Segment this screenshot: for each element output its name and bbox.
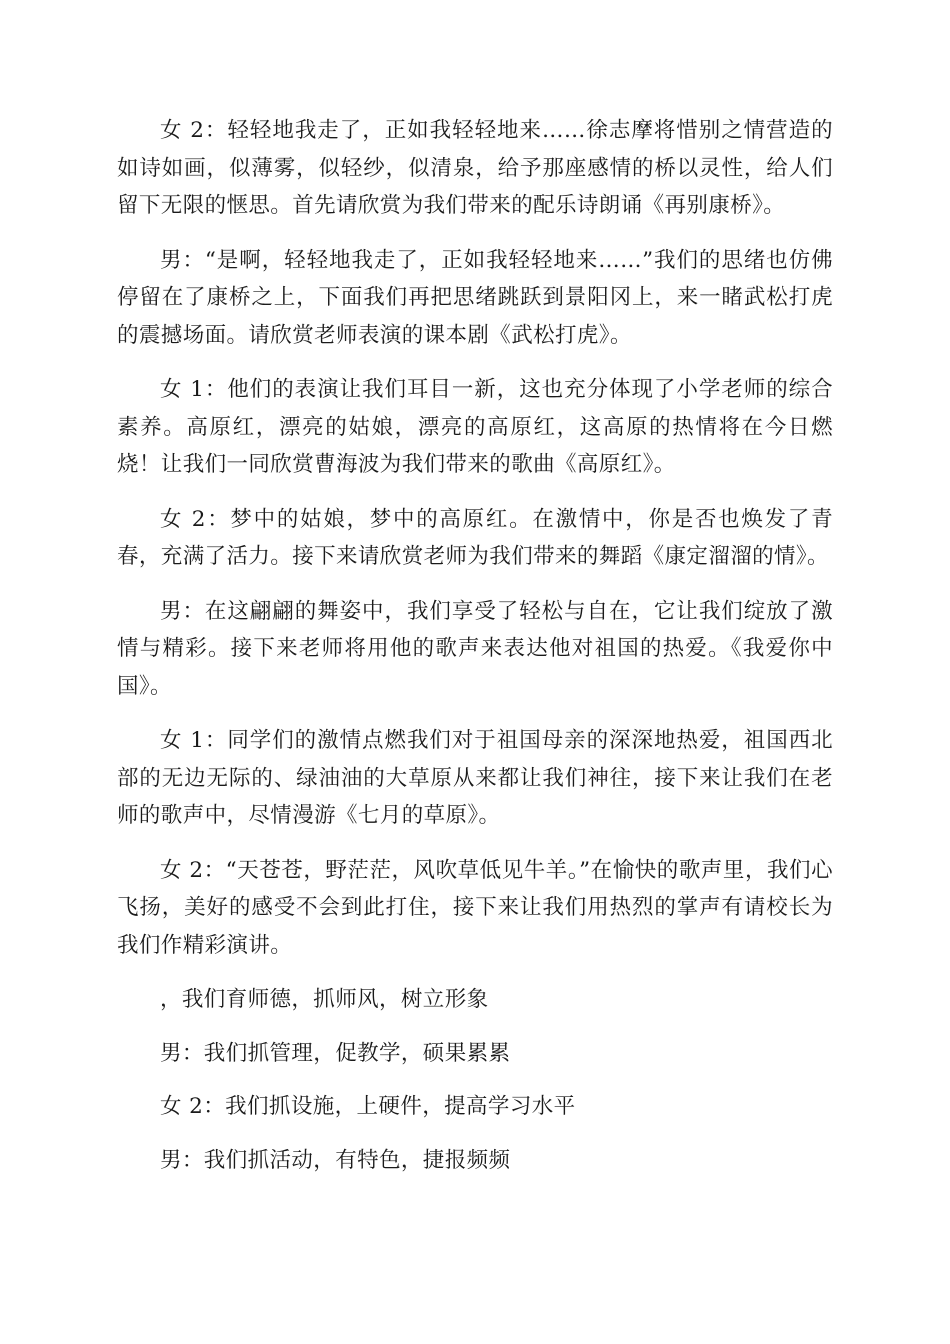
- paragraph-11: 男：我们抓活动，有特色，捷报频频: [160, 1147, 511, 1173]
- document-body: [117, 112, 833, 1195]
- paragraph-7: 女 2：“天苍苍，野茫茫，风吹草低见牛羊。”在愉快的歌声里，我们心飞扬，美好的感受不会到此打住，接下来让我们用热烈的掌声有请校长为我们作精彩演讲。: [117, 857, 833, 958]
- paragraph-6: 女 1：同学们的激情点燃我们对于祖国母亲的深深地热爱，祖国西北部的无边无际的、绿油油的大草原从来都让我们神往，接下来让我们在老师的歌声中，尽情漫游《七月的草原》。: [117, 728, 833, 828]
- paragraph-3: 女 1：他们的表演让我们耳目一新，这也充分体现了小学老师的综合素养。高原红，漂亮的姑娘，漂亮的高原红，这高原的热情将在今日燃烧！让我们一同欣赏曹海波为我们带来的歌曲《高原红》。: [117, 377, 833, 477]
- paragraph-1: 女 2：轻轻地我走了，正如我轻轻地来……徐志摩将惜别之情营造的如诗如画，似薄雾，似轻纱，似清泉，给予那座感情的桥以灵性，给人们留下无限的惬思。首先请欣赏为我们带来的配乐诗朗诵《再别康桥》。: [117, 118, 833, 218]
- paragraph-4: 女 2：梦中的姑娘，梦中的高原红。在激情中，你是否也焕发了青春，充满了活力。接下来请欣赏老师为我们带来的舞蹈《康定溜溜的情》。: [117, 506, 833, 569]
- paragraph-5: 男：在这翩翩的舞姿中，我们享受了轻松与自在，它让我们绽放了激情与精彩。接下来老师将用他的歌声来表达他对祖国的热爱。《我爱你中国》。: [117, 598, 833, 699]
- paragraph-8: ，我们育师德，抓师风，树立形象: [160, 987, 489, 1012]
- paragraph-9: 男：我们抓管理，促教学，硕果累累: [160, 1040, 511, 1066]
- paragraph-10: 女 2：我们抓设施，上硬件，提高学习水平: [160, 1094, 576, 1119]
- paragraph-2: 男：“是啊，轻轻地我走了，正如我轻轻地来……”我们的思绪也仿佛停留在了康桥之上，下面我们再把思绪跳跃到景阳冈上，来一睹武松打虎的震撼场面。请欣赏老师表演的课本剧《武松打虎》。: [117, 247, 833, 348]
